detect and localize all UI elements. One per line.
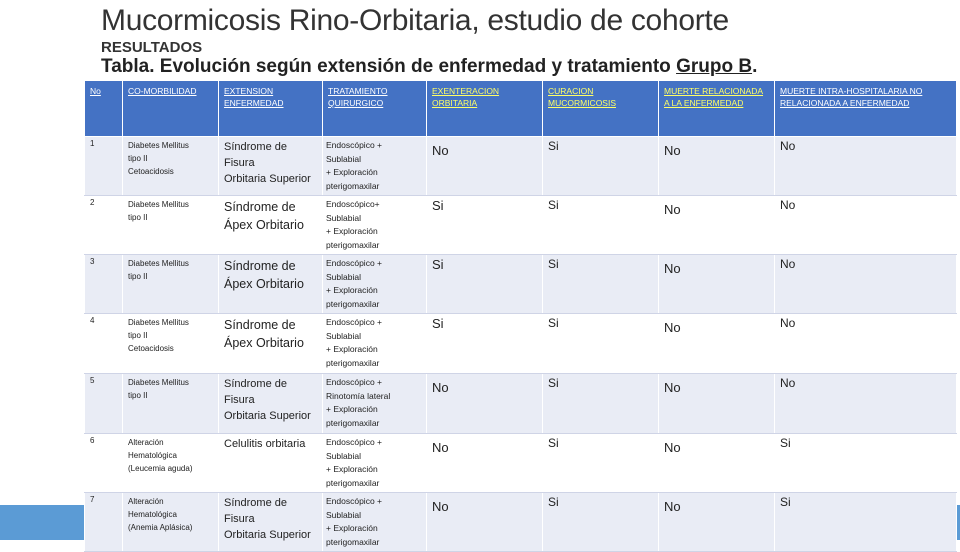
treatment-line: Sublabial [326,450,361,461]
table-row [85,314,957,374]
death-unrelated-value: No [780,316,796,330]
header-comorbidity: CO-MORBILIDAD [123,81,219,137]
cell-death-related [659,434,775,493]
cell-num-text: 2 [90,198,95,207]
treatment-line: pterigomaxilar [326,477,380,488]
header-extension: EXTENSION ENFERMEDAD [219,81,323,137]
treatment-line: + Exploración [326,404,378,414]
comorbidity-line: Diabetes Mellitus [128,200,189,209]
cell-comorbidity [123,137,219,196]
treatment-line: + Exploración [326,523,378,533]
comorbidity-line: Cetoacidosis [128,167,174,176]
cell-treatment [323,137,427,196]
comorbidity-line: (Leucemia aguda) [128,464,193,473]
header-death-unrelated: MUERTE INTRA-HOSPITALARIA NO RELACIONADA A ENFERMEDAD [775,81,957,137]
extension-line: Celulitis orbitaria [224,438,306,450]
treatment-line: pterigomaxilar [326,298,380,309]
comorbidity-line: tipo II [128,213,148,222]
comorbidity-line: tipo II [128,272,148,281]
cell-treatment [323,374,427,434]
cell-num [85,314,123,374]
cure-value: Si [548,495,559,509]
treatment-line: + Exploración [326,285,378,295]
exenteration-value: No [432,380,449,395]
header-exenteration: EXENTERACION ORBITARIA [427,81,543,137]
cell-comorbidity [123,196,219,255]
treatment-line: pterigomaxilar [326,180,380,191]
treatment-line: Rinotomía lateral [326,390,391,401]
cure-value: Si [548,257,559,271]
extension-line: Ápex Orbitario [224,277,304,291]
cell-comorbidity [123,434,219,493]
death-unrelated-value: No [780,139,796,153]
death-related-value: No [664,202,681,217]
treatment-line: pterigomaxilar [326,417,380,428]
death-related-value: No [664,440,681,455]
extension-line: Orbitaria Superior [224,410,311,422]
cell-num [85,137,123,196]
table-title-suffix: . [752,56,758,77]
extension-line: Ápex Orbitario [224,218,304,232]
treatment-line: + Exploración [326,344,378,354]
cell-death-related [659,137,775,196]
cell-num-text: 7 [90,495,95,504]
treatment-line: Endoscópico + [326,437,382,447]
comorbidity-line: (Anemia Aplásica) [128,523,193,532]
death-unrelated-value: No [780,376,796,390]
death-unrelated-value: Si [780,436,791,450]
table-row [85,137,957,196]
death-related-value: No [664,143,681,158]
treatment-line: pterigomaxilar [326,239,380,250]
cell-extension [219,434,323,493]
cell-death-unrelated [775,374,957,434]
cell-death-unrelated [775,493,957,552]
comorbidity-line: tipo II [128,391,148,400]
exenteration-value: No [432,499,449,514]
cell-num [85,255,123,314]
cell-death-unrelated [775,137,957,196]
table-row [85,374,957,434]
cell-cure [543,434,659,493]
cell-num [85,493,123,552]
table-row [85,493,957,552]
treatment-line: pterigomaxilar [326,357,380,368]
cell-exenteration [427,314,543,374]
cell-death-related [659,196,775,255]
exenteration-value: No [432,440,449,455]
cell-treatment [323,255,427,314]
cell-num-text: 3 [90,257,95,266]
table-title-group: Grupo B [676,56,753,77]
treatment-line: Endoscópico + [326,377,382,387]
cell-cure [543,374,659,434]
death-related-value: No [664,499,681,514]
death-related-value: No [664,261,681,276]
death-unrelated-value: Si [780,495,791,509]
cell-extension [219,493,323,552]
cell-cure [543,255,659,314]
slide-subtitle: RESULTADOS [101,39,203,56]
comorbidity-line: Diabetes Mellitus [128,318,189,327]
cell-death-related [659,314,775,374]
comorbidity-line: Alteración [128,438,164,447]
cell-death-unrelated [775,434,957,493]
comorbidity-line: Hematológica [128,451,177,460]
cell-exenteration [427,374,543,434]
cell-treatment [323,314,427,374]
treatment-line: Endoscópico + [326,140,382,150]
exenteration-value: Si [432,198,444,213]
treatment-line: + Exploración [326,226,378,236]
treatment-line: Endoscópico+ [326,199,380,209]
cell-num-text: 5 [90,376,95,385]
cell-treatment [323,434,427,493]
extension-line: Síndrome de Fisura [224,378,287,406]
results-table [84,80,957,552]
cell-cure [543,137,659,196]
table-row [85,434,957,493]
cell-death-unrelated [775,255,957,314]
cell-cure [543,493,659,552]
exenteration-value: Si [432,316,444,331]
comorbidity-line: Hematológica [128,510,177,519]
table-title [101,56,757,78]
cell-cure [543,314,659,374]
comorbidity-line: Alteración [128,497,164,506]
cure-value: Si [548,198,559,212]
cell-exenteration [427,137,543,196]
cure-value: Si [548,139,559,153]
cell-exenteration [427,434,543,493]
cell-extension [219,137,323,196]
cell-comorbidity [123,374,219,434]
cell-treatment [323,493,427,552]
comorbidity-line: Diabetes Mellitus [128,259,189,268]
death-related-value: No [664,320,681,335]
cell-death-unrelated [775,196,957,255]
cell-exenteration [427,255,543,314]
extension-line: Síndrome de Fisura [224,141,287,169]
comorbidity-line: Diabetes Mellitus [128,378,189,387]
extension-line: Orbitaria Superior [224,173,311,185]
treatment-line: Sublabial [326,271,361,282]
treatment-line: Endoscópico + [326,496,382,506]
cell-extension [219,314,323,374]
slide-title: Mucormicosis Rino-Orbitaria, estudio de cohorte [101,4,729,37]
cell-num [85,434,123,493]
cell-cure [543,196,659,255]
cell-num [85,196,123,255]
exenteration-value: No [432,143,449,158]
table-row [85,255,957,314]
cell-death-related [659,374,775,434]
cell-num-text: 6 [90,436,95,445]
treatment-line: Sublabial [326,212,361,223]
comorbidity-line: Cetoacidosis [128,344,174,353]
cure-value: Si [548,436,559,450]
comorbidity-line: Diabetes Mellitus [128,141,189,150]
comorbidity-line: tipo II [128,154,148,163]
exenteration-value: Si [432,257,444,272]
cell-comorbidity [123,255,219,314]
cell-num-text: 4 [90,316,95,325]
header-death-related: MUERTE RELACIONADA A LA ENFERMEDAD [659,81,775,137]
treatment-line: + Exploración [326,464,378,474]
cell-extension [219,255,323,314]
table-row [85,196,957,255]
cell-death-related [659,493,775,552]
extension-line: Síndrome de [224,200,296,214]
treatment-line: Sublabial [326,509,361,520]
treatment-line: pterigomaxilar [326,536,380,547]
header-cure: CURACION MUCORMICOSIS [543,81,659,137]
treatment-line: Sublabial [326,153,361,164]
header-treatment: TRATAMIENTO QUIRURGICO [323,81,427,137]
cell-comorbidity [123,493,219,552]
cell-num [85,374,123,434]
cell-exenteration [427,196,543,255]
comorbidity-line: tipo II [128,331,148,340]
cell-death-unrelated [775,314,957,374]
cell-extension [219,196,323,255]
cell-extension [219,374,323,434]
extension-line: Síndrome de [224,318,296,332]
cure-value: Si [548,376,559,390]
treatment-line: Sublabial [326,330,361,341]
treatment-line: Endoscópico + [326,258,382,268]
treatment-line: + Exploración [326,167,378,177]
cell-comorbidity [123,314,219,374]
extension-line: Síndrome de [224,259,296,273]
cure-value: Si [548,316,559,330]
cell-num-text: 1 [90,139,95,148]
extension-line: Síndrome de Fisura [224,497,287,525]
death-unrelated-value: No [780,257,796,271]
death-unrelated-value: No [780,198,796,212]
table-title-prefix: Tabla. Evolución según extensión de enfermedad y tratamiento [101,56,677,77]
cell-exenteration [427,493,543,552]
extension-line: Orbitaria Superior [224,529,311,541]
cell-treatment [323,196,427,255]
header-num: No [85,81,123,137]
cell-death-related [659,255,775,314]
table-header-row [85,81,957,137]
death-related-value: No [664,380,681,395]
extension-line: Ápex Orbitario [224,336,304,350]
treatment-line: Endoscópico + [326,317,382,327]
